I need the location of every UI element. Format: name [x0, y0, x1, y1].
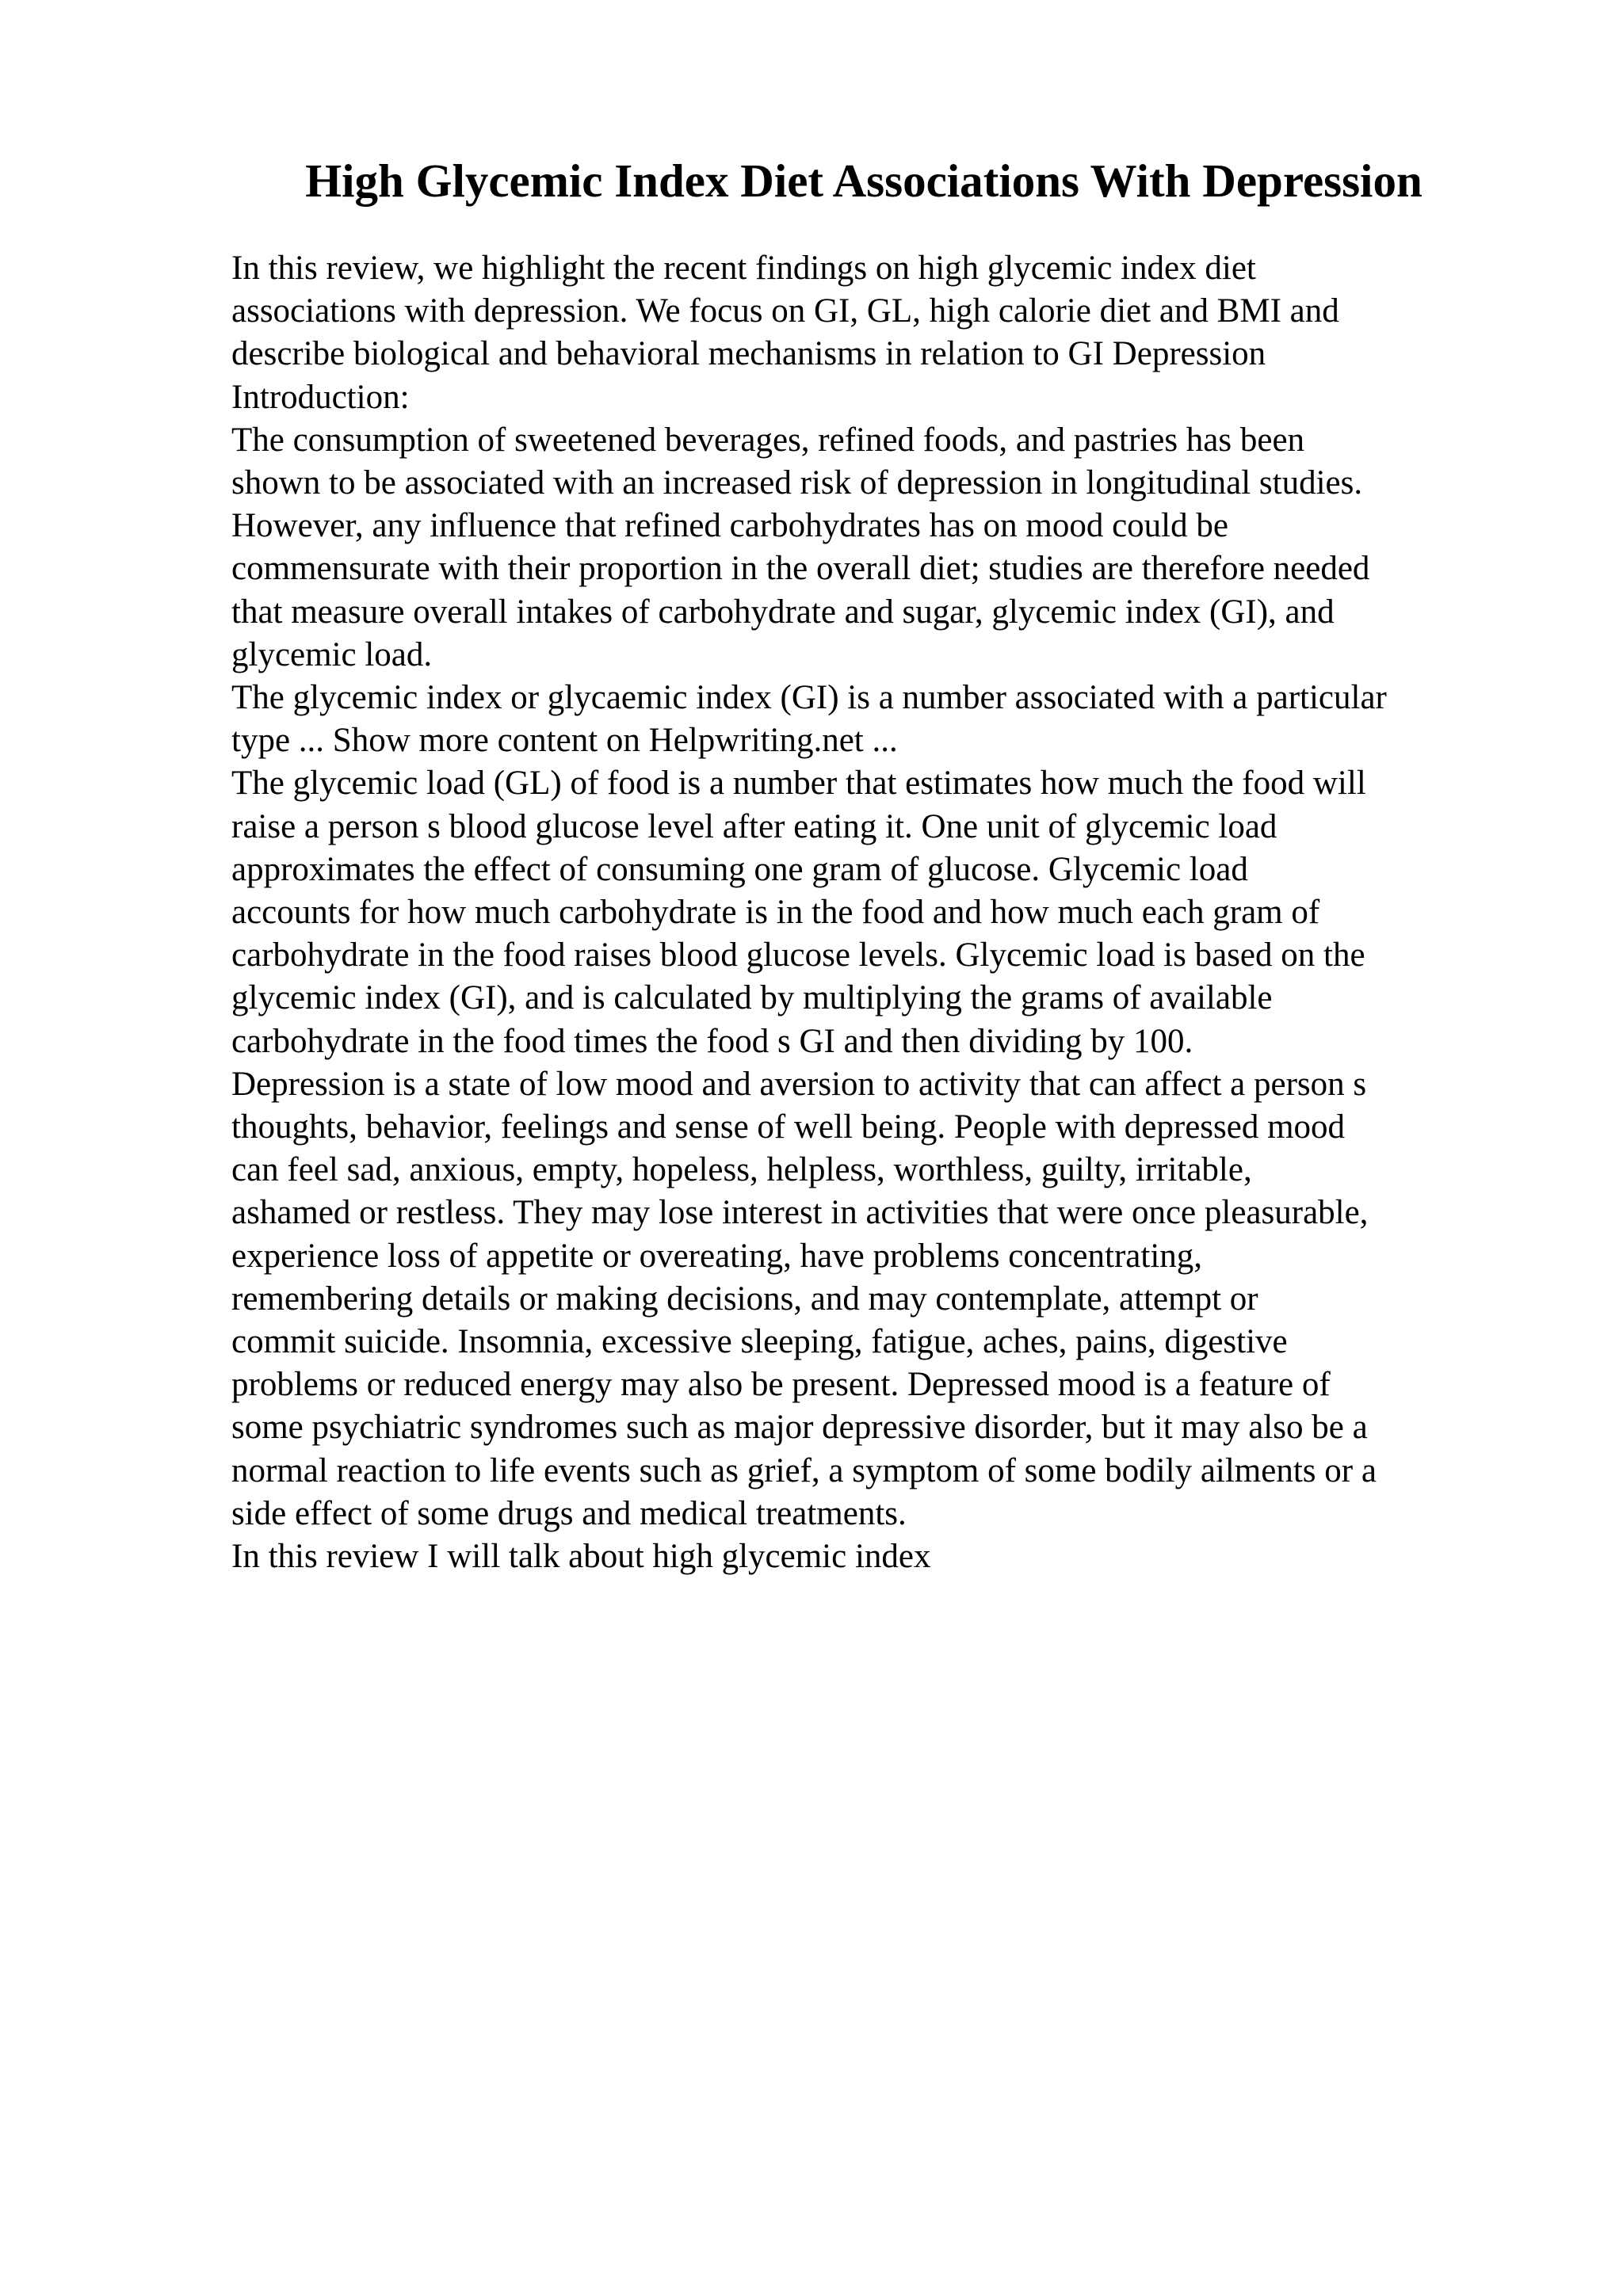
body-line: The glycemic load (GL) of food is a number that estimates how much the food will [231, 765, 1366, 803]
body-line: associations with depression. We focus on GI, GL, high calorie diet and BMI and [231, 292, 1339, 330]
body-line: problems or reduced energy may also be present. Depressed mood is a feature of [231, 1366, 1331, 1404]
body-line: glycemic load. [231, 635, 433, 673]
document-title: High Glycemic Index Diet Associations With Depression [305, 154, 1423, 207]
body-line: Introduction: [231, 378, 410, 416]
body-line: In this review I will talk about high glycemic index [231, 1538, 931, 1576]
body-line: side effect of some drugs and medical treatments. [231, 1494, 907, 1532]
body-line: carbohydrate in the food raises blood glucose levels. Glycemic load is based on the [231, 936, 1365, 974]
body-line: In this review, we highlight the recent findings on high glycemic index diet [231, 250, 1256, 287]
body-line: The consumption of sweetened beverages, refined foods, and pastries has been [231, 421, 1305, 459]
body-line: accounts for how much carbohydrate is in the food and how much each gram of [231, 894, 1320, 932]
body-line: that measure overall intakes of carbohydrate and sugar, glycemic index (GI), and [231, 593, 1335, 631]
body-line: ashamed or restless. They may lose interest in activities that were once pleasurable, [231, 1194, 1369, 1232]
body-line: experience loss of appetite or overeating, have problems concentrating, [231, 1237, 1203, 1275]
body-line: Depression is a state of low mood and aversion to activity that can affect a person s [231, 1065, 1367, 1103]
body-line: However, any influence that refined carbohydrates has on mood could be [231, 507, 1228, 545]
body-line: describe biological and behavioral mechanisms in relation to GI Depression [231, 335, 1266, 373]
body-line: thoughts, behavior, feelings and sense of well being. People with depressed mood [231, 1108, 1346, 1146]
body-line: shown to be associated with an increased risk of depression in longitudinal studies. [231, 464, 1363, 502]
body-line: glycemic index (GI), and is calculated by multiplying the grams of available [231, 979, 1273, 1017]
body-line: can feel sad, anxious, empty, hopeless, helpless, worthless, guilty, irritable, [231, 1151, 1252, 1189]
body-line: type ... Show more content on Helpwriting.net ... [231, 722, 898, 760]
body-line: remembering details or making decisions, and may contemplate, attempt or [231, 1280, 1258, 1318]
body-line: raise a person s blood glucose level after eating it. One unit of glycemic load [231, 807, 1277, 845]
body-line: commensurate with their proportion in the overall diet; studies are therefore needed [231, 550, 1370, 588]
body-line: The glycemic index or glycaemic index (GI) is a number associated with a particular [231, 679, 1387, 717]
body-line: commit suicide. Insomnia, excessive sleeping, fatigue, aches, pains, digestive [231, 1323, 1288, 1361]
body-line: approximates the effect of consuming one gram of glucose. Glycemic load [231, 850, 1248, 888]
body-line: carbohydrate in the food times the food s GI and then dividing by 100. [231, 1022, 1193, 1060]
body-line: some psychiatric syndromes such as major depressive disorder, but it may also be a [231, 1409, 1368, 1447]
body-line: normal reaction to life events such as grief, a symptom of some bodily ailments or a [231, 1451, 1377, 1489]
document-body [231, 247, 1531, 1578]
